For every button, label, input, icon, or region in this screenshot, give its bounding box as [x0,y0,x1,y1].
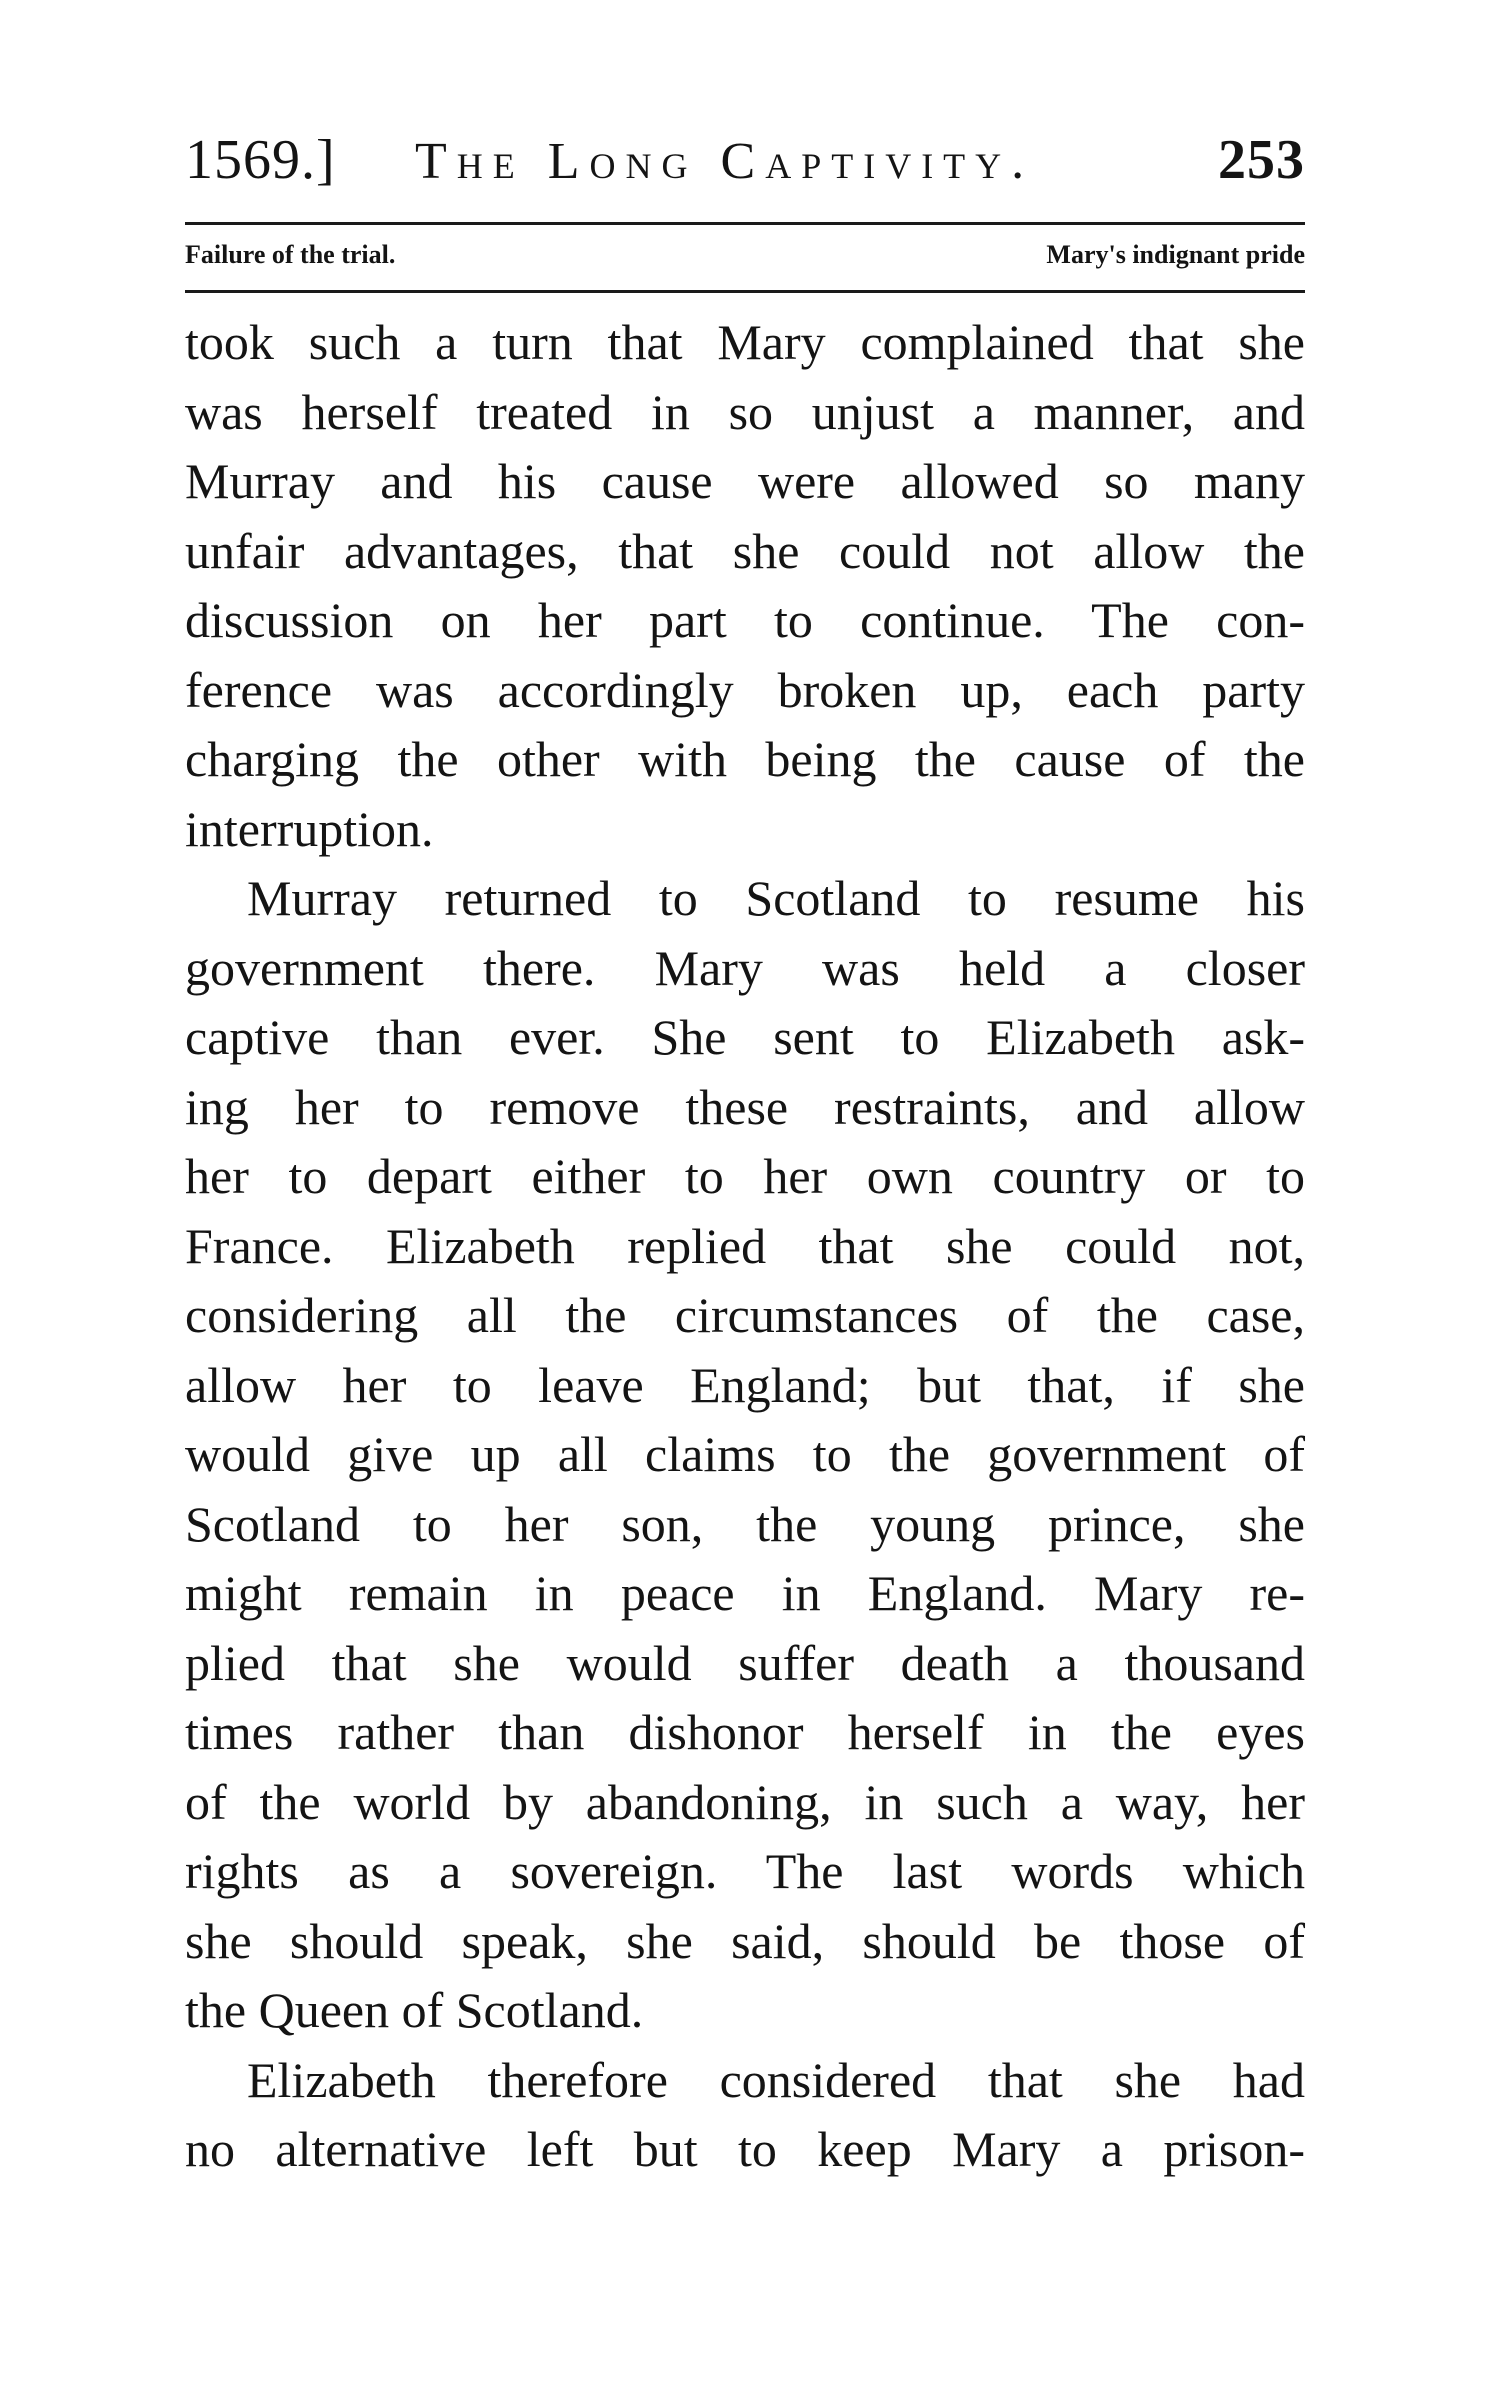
side-heading-right: Mary's indignant pride [1046,240,1305,269]
text-line: plied that she would suffer death a thousand [185,1634,1305,1691]
text-line: government there. Mary was held a closer [185,939,1305,996]
side-headings [185,240,1305,280]
text-line: unfair advantages, that she could not allow the [185,522,1305,579]
text-line: Scotland to her son, the young prince, she [185,1495,1305,1552]
running-head [185,120,1305,210]
text-line: ference was accordingly broken up, each party [185,661,1305,718]
header-rule-top [185,222,1305,225]
text-line: took such a turn that Mary complained that she [185,314,1305,370]
text-line: considering all the circumstances of the case, [185,1287,1305,1343]
text-line: discussion on her part to continue. The con- [185,592,1305,648]
text-line: France. Elizabeth replied that she could not, [185,1217,1305,1274]
body-text [185,308,1305,2185]
text-line: Murray and his cause were allowed so many [185,453,1305,509]
header-rule-bottom [185,290,1305,293]
text-line: charging the other with being the cause of the [185,731,1305,787]
text-line: the Queen of Scotland. [185,1982,644,2038]
text-line: no alternative left but to keep Mary a prison- [185,2121,1305,2177]
text-line: she should speak, she said, should be those of [185,1912,1305,1969]
text-line: might remain in peace in England. Mary re- [185,1565,1305,1621]
text-line: would give up all claims to the government of [185,1426,1305,1482]
side-heading-left: Failure of the trial. [185,240,396,269]
text-line: times rather than dishonor herself in the eyes [185,1704,1305,1760]
text-line: allow her to leave England; but that, if she [185,1356,1305,1413]
text-line: of the world by abandoning, in such a way, her [185,1773,1305,1830]
page-number: 253 [1218,129,1305,191]
text-line: Elizabeth therefore considered that she had [247,2051,1305,2108]
text-line: rights as a sovereign. The last words which [185,1843,1305,1899]
text-line: her to depart either to her own country or to [185,1148,1305,1204]
text-line: Murray returned to Scotland to resume his [247,870,1305,926]
text-line: was herself treated in so unjust a manner, and [185,383,1305,440]
text-line: captive than ever. She sent to Elizabeth ask- [185,1009,1305,1065]
text-line: ing her to remove these restraints, and allow [185,1078,1305,1135]
running-head-year: 1569.] [185,129,336,191]
text-line: interruption. [185,800,434,857]
running-head-title: The Long Captivity. [415,133,1035,190]
